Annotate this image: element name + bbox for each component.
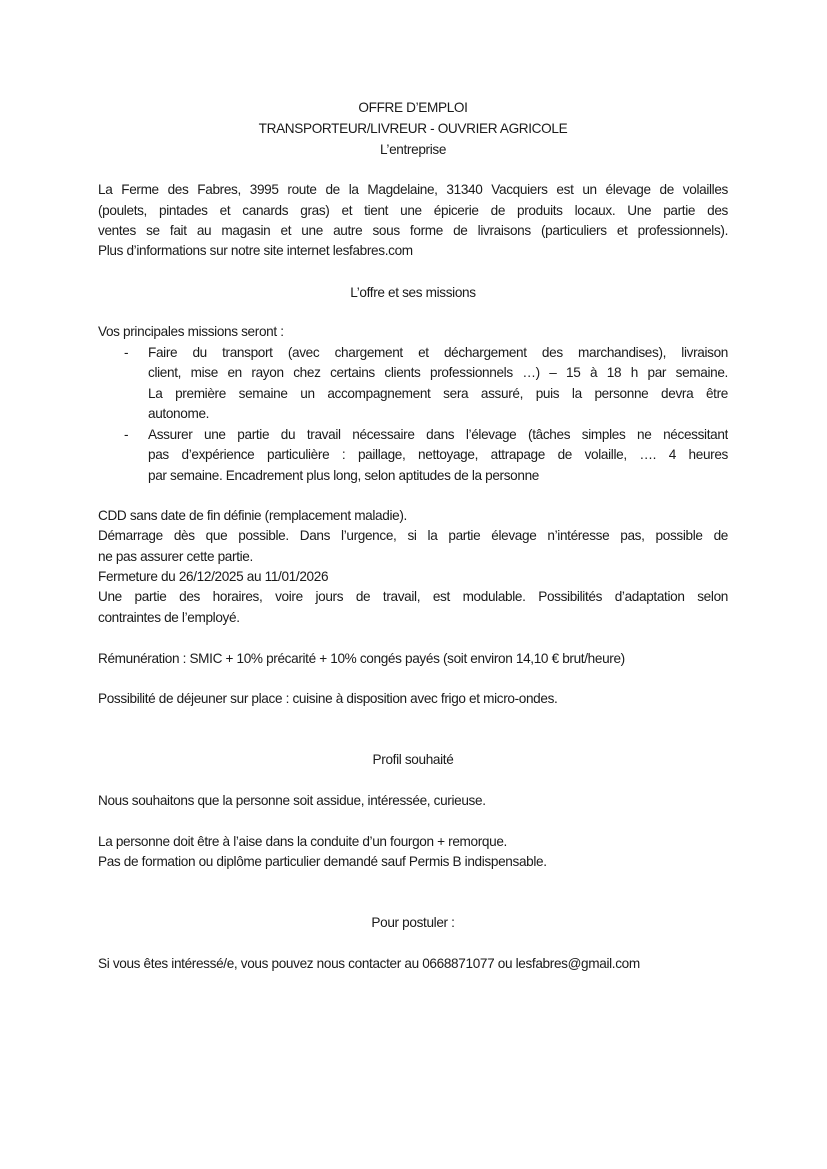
section-heading-apply: Pour postuler : <box>371 915 455 930</box>
remuneration-text: Rémunération : SMIC + 10% précarité + 10% congés payés (soit environ 14,10 € brut/heure) <box>98 651 625 666</box>
condition-line: contraintes de l’employé. <box>98 610 240 625</box>
profile-line: Nous souhaitons que la personne soit assidue, intéressée, curieuse. <box>98 793 486 808</box>
mission-line: pas d’expérience particulière : paillage, nettoyage, attrapage de volaille, …. 4 heures <box>148 447 728 462</box>
profile-line: La personne doit être à l’aise dans la conduite d’un fourgon + remorque. <box>98 834 507 849</box>
section-heading-offer: L’offre et ses missions <box>350 285 476 300</box>
company-text-line: Plus d’informations sur notre site internet lesfabres.com <box>98 243 413 258</box>
condition-line: Démarrage dès que possible. Dans l’urgence, si la partie élevage n’intéresse pas, possible de <box>98 528 728 543</box>
document-title: OFFRE D’EMPLOI <box>358 100 468 115</box>
condition-line: ne pas assurer cette partie. <box>98 549 253 564</box>
section-heading-profile: Profil souhaité <box>372 752 454 767</box>
missions-intro: Vos principales missions seront : <box>98 324 284 339</box>
company-text-line: ventes se fait au magasin et une autre sous forme de livraisons (particuliers et professionnels). <box>98 223 728 238</box>
company-text-line: La Ferme des Fabres, 3995 route de la Magdelaine, 31340 Vacquiers est un élevage de volailles <box>98 182 728 197</box>
mission-line: autonome. <box>148 406 210 421</box>
condition-line: CDD sans date de fin définie (remplacement maladie). <box>98 508 407 523</box>
mission-line: Assurer une partie du travail nécessaire dans l’élevage (tâches simples ne nécessitant <box>148 427 728 442</box>
profile-line: Pas de formation ou diplôme particulier demandé sauf Permis B indispensable. <box>98 854 547 869</box>
contact-text: Si vous êtes intéressé/e, vous pouvez nous contacter au 0668871077 ou lesfabres@gmail.com <box>98 956 640 971</box>
mission-line: client, mise en rayon chez certains clients professionnels …) – 15 à 18 h par semaine. <box>148 365 728 380</box>
mission-line: La première semaine un accompagnement sera assuré, puis la personne devra être <box>148 386 728 401</box>
bullet-dash: - <box>124 345 129 360</box>
job-title: TRANSPORTEUR/LIVREUR - OUVRIER AGRICOLE <box>258 121 568 136</box>
condition-line: Une partie des horaires, voire jours de travail, est modulable. Possibilités d’adaptation selon <box>98 589 728 604</box>
company-text-line: (poulets, pintades et canards gras) et tient une épicerie de produits locaux. Une partie des <box>98 203 728 218</box>
lunch-text: Possibilité de déjeuner sur place : cuisine à disposition avec frigo et micro-ondes. <box>98 691 558 706</box>
condition-line: Fermeture du 26/12/2025 au 11/01/2026 <box>98 569 329 584</box>
mission-line: par semaine. Encadrement plus long, selon aptitudes de la personne <box>148 468 540 483</box>
section-heading-company: L’entreprise <box>379 142 447 157</box>
mission-line: Faire du transport (avec chargement et déchargement des marchandises), livraison <box>148 345 728 360</box>
bullet-dash: - <box>124 427 129 442</box>
